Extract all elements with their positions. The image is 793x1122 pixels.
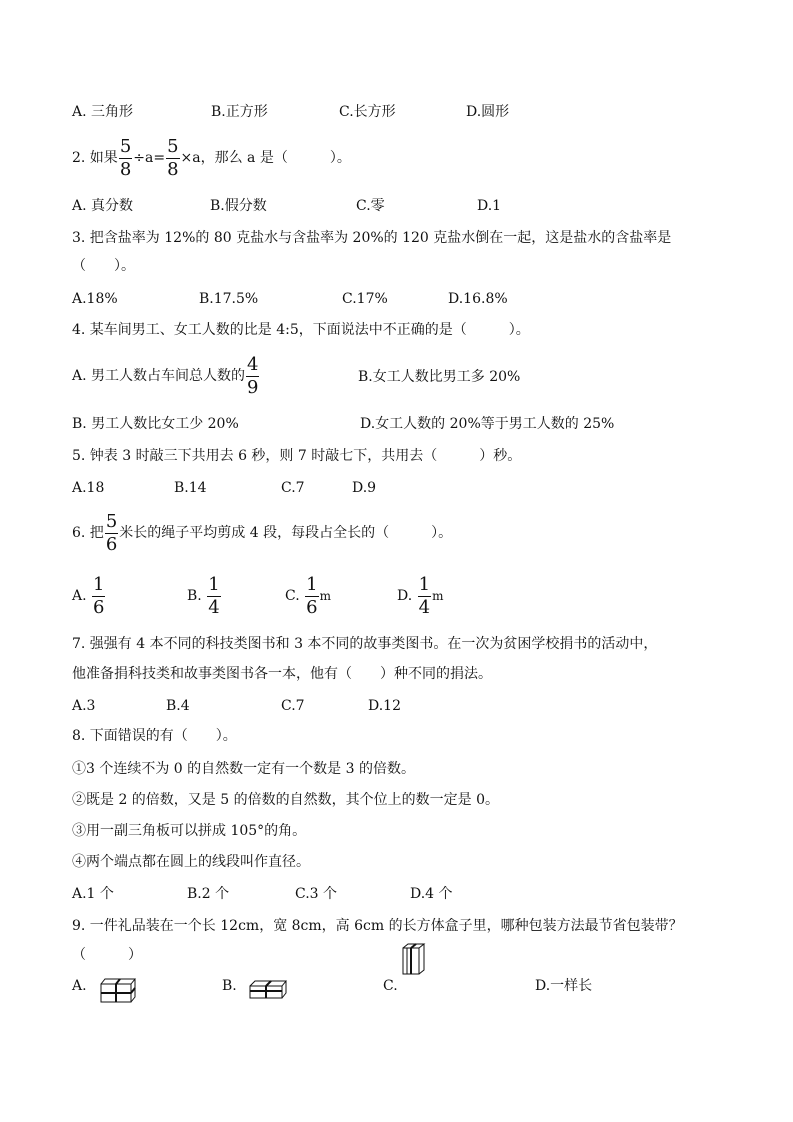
q4-option-c[interactable]: B. 男工人数比女工少 20% (72, 416, 239, 432)
q7-stem-line1: 7. 强强有 4 本不同的科技类图书和 3 本不同的故事类图书。在一次为贫困学校捐书的活动中， (72, 636, 658, 652)
q9-option-d[interactable]: D.一样长 (535, 978, 593, 994)
q2-f2-den: 8 (167, 158, 179, 180)
q6-frac-den: 6 (105, 533, 118, 555)
q3-option-a[interactable]: A.18% (72, 291, 118, 307)
q7-stem-line2: 他准备捐科技类和故事类图书各一本，他有（ ）种不同的捐法。 (72, 666, 492, 682)
q6-option-a-fraction (92, 573, 105, 618)
q6-d-num: 1 (418, 573, 431, 595)
q1-option-c[interactable]: C.长方形 (339, 104, 396, 120)
q9-stem-line2: （ ） (72, 947, 142, 963)
q8-statement-2: ②既是 2 的倍数，又是 5 的倍数的自然数，其个位上的数一定是 0。 (72, 792, 499, 808)
q6-option-a[interactable] (72, 573, 106, 618)
q4-stem: 4. 某车间男工、女工人数的比是 4:5，下面说法中不正确的是（ ）。 (72, 322, 530, 338)
q6-option-b-label: B. (187, 588, 202, 604)
q6-option-d-label: D. (397, 588, 413, 604)
q9-stem-line1: 9. 一件礼品装在一个长 12cm，宽 8cm，高 6cm 的长方体盒子里，哪种包装方法最节省包装带？ (72, 918, 683, 934)
q6-option-b-fraction (207, 573, 220, 618)
q6-suffix: 米长的绳子平均剪成 4 段，每段占全长的（ ）。 (119, 525, 453, 541)
q5-option-c[interactable]: C.7 (281, 480, 305, 496)
q1-option-b[interactable]: B.正方形 (211, 104, 268, 120)
q3-stem-line1: 3. 把含盐率为 12%的 80 克盐水与含盐率为 20%的 120 克盐水倒在一起，这是盐水的含盐率是 (72, 230, 672, 246)
q8-option-d[interactable]: D.4 个 (410, 886, 453, 902)
q6-stem (72, 510, 453, 555)
q4-option-d[interactable]: D.女工人数的 20%等于男工人数的 25% (360, 416, 615, 432)
q3-option-b[interactable]: B.17.5% (199, 291, 259, 307)
q9-box-a-icon (99, 976, 137, 1004)
q2-operator: ÷a= (133, 150, 166, 166)
q6-b-num: 1 (208, 573, 220, 595)
q7-option-b[interactable]: B.4 (166, 698, 190, 714)
q6-c-num: 1 (306, 573, 318, 595)
q7-option-c[interactable]: C.7 (281, 698, 305, 714)
q2-fraction-1 (119, 135, 132, 180)
q2-f1-num: 5 (119, 135, 132, 157)
q6-c-den: 6 (306, 596, 318, 618)
q6-b-den: 4 (208, 596, 220, 618)
q2-f1-den: 8 (119, 158, 132, 180)
q9-option-b[interactable]: B. (222, 978, 237, 994)
q8-option-c[interactable]: C.3 个 (295, 886, 338, 902)
q5-option-d[interactable]: D.9 (352, 480, 377, 496)
q9-option-c[interactable]: C. (383, 978, 398, 994)
q2-fraction-2 (166, 135, 179, 180)
q1-option-a[interactable]: A. 三角形 (72, 104, 134, 120)
q6-option-c[interactable] (285, 573, 331, 618)
q6-option-c-fraction (305, 573, 318, 618)
q2-f2-num: 5 (167, 135, 179, 157)
q4-frac-den: 9 (247, 376, 259, 398)
q6-option-d-unit: m (432, 589, 444, 603)
q7-option-d[interactable]: D.12 (368, 698, 401, 714)
q5-option-b[interactable]: B.14 (174, 480, 207, 496)
q6-option-d[interactable] (397, 573, 444, 618)
q5-stem: 5. 钟表 3 时敲三下共用去 6 秒，则 7 时敲七下，共用去（ ）秒。 (72, 448, 522, 464)
q6-option-c-label: C. (285, 588, 300, 604)
q6-frac-num: 5 (105, 510, 118, 532)
q9-box-c-icon (401, 942, 427, 976)
q2-option-c[interactable]: C.零 (356, 198, 385, 214)
q1-option-d[interactable]: D.圆形 (466, 104, 510, 120)
q2-suffix: ×a，那么 a 是（ ）。 (180, 150, 351, 166)
q2-option-a[interactable]: A. 真分数 (72, 198, 134, 214)
q2-stem (72, 135, 351, 180)
q6-option-b[interactable] (187, 573, 222, 618)
q8-statement-3: ③用一副三角板可以拼成 105°的角。 (72, 823, 307, 839)
q6-fraction (105, 510, 118, 555)
q6-a-den: 6 (93, 596, 105, 618)
q3-option-d[interactable]: D.16.8% (448, 291, 508, 307)
q4-frac-num: 4 (247, 353, 259, 375)
q6-option-a-label: A. (72, 588, 87, 604)
q9-box-b-icon (248, 978, 288, 1000)
q5-option-a[interactable]: A.18 (72, 480, 105, 496)
q8-statement-4: ④两个端点都在圆上的线段叫作直径。 (72, 854, 310, 870)
q7-option-a[interactable]: A.3 (72, 698, 96, 714)
q4-option-a-text: A. 男工人数占车间总人数的 (72, 368, 246, 384)
q8-option-a[interactable]: A.1 个 (72, 886, 114, 902)
q6-option-c-unit: m (319, 589, 331, 603)
q3-stem-line2: （ ）。 (72, 258, 135, 274)
q6-option-d-fraction (418, 573, 431, 618)
q2-option-d[interactable]: D.1 (477, 198, 502, 214)
q2-prefix: 2. 如果 (72, 150, 118, 166)
q8-stem: 8. 下面错误的有（ ）。 (72, 728, 237, 744)
q4-option-b[interactable]: B.女工人数比男工多 20% (358, 369, 521, 385)
q6-a-num: 1 (93, 573, 105, 595)
q6-d-den: 4 (418, 596, 431, 618)
q8-statement-1: ①3 个连续不为 0 的自然数一定有一个数是 3 的倍数。 (72, 761, 415, 777)
q9-option-a[interactable]: A. (72, 978, 87, 994)
q3-option-c[interactable]: C.17% (342, 291, 388, 307)
q8-option-b[interactable]: B.2 个 (187, 886, 230, 902)
q4-option-a[interactable] (72, 353, 260, 398)
q2-option-b[interactable]: B.假分数 (210, 198, 267, 214)
q6-prefix: 6. 把 (72, 525, 104, 541)
q4-option-a-fraction (246, 353, 259, 398)
